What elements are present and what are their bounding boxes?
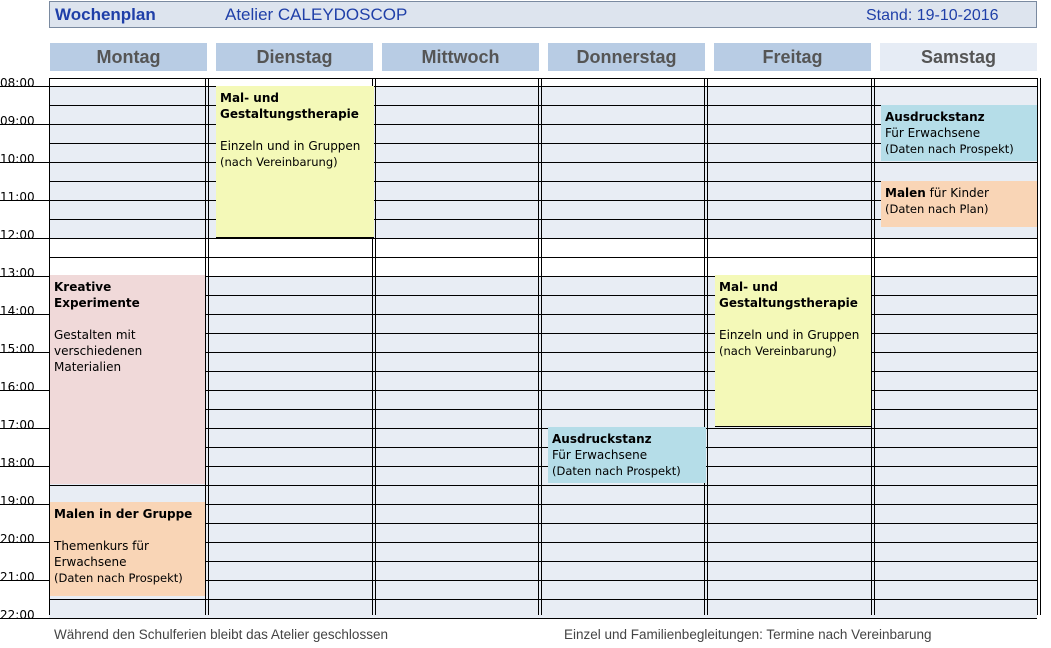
column-divider <box>707 78 708 615</box>
event-title: Gestaltungstherapie <box>719 296 858 310</box>
event-text: Einzeln und in Gruppen <box>719 328 860 342</box>
day-header-montag: Montag <box>50 43 207 71</box>
grid-top-line <box>49 78 1037 79</box>
event-text: (Daten nach Prospekt) <box>552 464 681 478</box>
event-text: Materialien <box>54 360 122 374</box>
time-label: 14:00 <box>0 304 35 318</box>
time-label: 20:00 <box>0 532 35 546</box>
event-text: (Daten nach Plan) <box>885 202 989 216</box>
event-text: Themenkurs für <box>54 539 149 553</box>
footer-note-right: Einzel und Familienbegleitungen: Termine nach Vereinbarung <box>564 627 932 642</box>
column-divider <box>871 78 872 615</box>
time-label: 08:00 <box>0 76 35 90</box>
event-text: Einzeln und in Gruppen <box>220 139 361 153</box>
column-divider <box>1037 78 1038 615</box>
column-divider <box>375 78 376 615</box>
event-text: (Daten nach Prospekt) <box>885 142 1014 156</box>
event-text: Gestalten mit <box>54 328 136 342</box>
time-label: 10:00 <box>0 152 35 166</box>
event-title: Mal- und <box>220 91 279 105</box>
event-text: Für Erwachsene <box>885 126 981 140</box>
column-divider <box>205 78 206 615</box>
event-text: (nach Vereinbarung) <box>220 155 338 169</box>
event-title: Malen <box>885 186 926 200</box>
time-label: 12:00 <box>0 228 35 242</box>
column-divider <box>874 78 875 615</box>
event-title: Gestaltungstherapie <box>220 107 359 121</box>
time-label: 15:00 <box>0 342 35 356</box>
half-hour-gridline <box>49 485 1037 486</box>
day-header-freitag: Freitag <box>714 43 871 71</box>
column-divider <box>541 78 542 615</box>
column-divider <box>1040 78 1041 615</box>
event-text: (Daten nach Prospekt) <box>54 571 183 585</box>
event-title: Ausdruckstanz <box>885 110 985 124</box>
event-title: Ausdruckstanz <box>552 432 652 446</box>
column-divider <box>538 78 539 615</box>
event-title: Kreative Experimente <box>54 280 140 310</box>
day-header-samstag: Samstag <box>880 43 1037 71</box>
day-header-mittwoch: Mittwoch <box>382 43 539 71</box>
event-title: Mal- und <box>719 280 778 294</box>
event-freitag-gestaltungstherapie[interactable] <box>715 275 871 427</box>
event-text: Erwachsene <box>54 555 127 569</box>
day-header-donnerstag: Donnerstag <box>548 43 705 71</box>
event-title: Malen in der Gruppe <box>54 507 193 521</box>
event-text: verschiedenen <box>54 344 143 358</box>
column-divider <box>704 78 705 615</box>
hour-gridline <box>0 162 1037 163</box>
stand-date: Stand: 19-10-2016 <box>866 7 999 24</box>
time-label: 18:00 <box>0 456 35 470</box>
event-text: (nach Vereinbarung) <box>719 344 837 358</box>
page-header <box>49 1 1037 28</box>
event-samstag-malen-kinder[interactable] <box>881 181 1037 227</box>
event-donnerstag-ausdruckstanz[interactable] <box>548 427 706 483</box>
event-samstag-ausdruckstanz[interactable] <box>881 105 1037 161</box>
atelier-name: Atelier CALEYDOSCOP <box>225 5 408 24</box>
time-label: 17:00 <box>0 418 35 432</box>
event-montag-malen-gruppe[interactable] <box>50 502 205 596</box>
half-hour-gridline <box>49 599 1037 600</box>
event-text: Für Erwachsene <box>552 448 648 462</box>
hour-gridline <box>0 86 1037 87</box>
time-label: 21:00 <box>0 570 35 584</box>
hour-gridline <box>0 238 1037 239</box>
hour-gridline <box>0 618 1037 619</box>
time-label: 16:00 <box>0 380 35 394</box>
time-label: 11:00 <box>0 190 35 204</box>
time-label: 09:00 <box>0 114 35 128</box>
event-title-suffix: für Kinder <box>925 186 989 200</box>
half-hour-gridline <box>49 257 1037 258</box>
time-label: 19:00 <box>0 494 35 508</box>
page-title: Wochenplan <box>55 5 156 24</box>
day-header-dienstag: Dienstag <box>216 43 373 71</box>
event-dienstag-gestaltungstherapie[interactable] <box>216 86 374 238</box>
footer-note-left: Während den Schulferien bleibt das Atelier geschlossen <box>54 627 388 642</box>
time-label: 13:00 <box>0 266 35 280</box>
event-montag-kreative-experimente[interactable] <box>50 275 205 484</box>
column-divider <box>208 78 209 615</box>
time-label: 22:00 <box>0 608 35 622</box>
